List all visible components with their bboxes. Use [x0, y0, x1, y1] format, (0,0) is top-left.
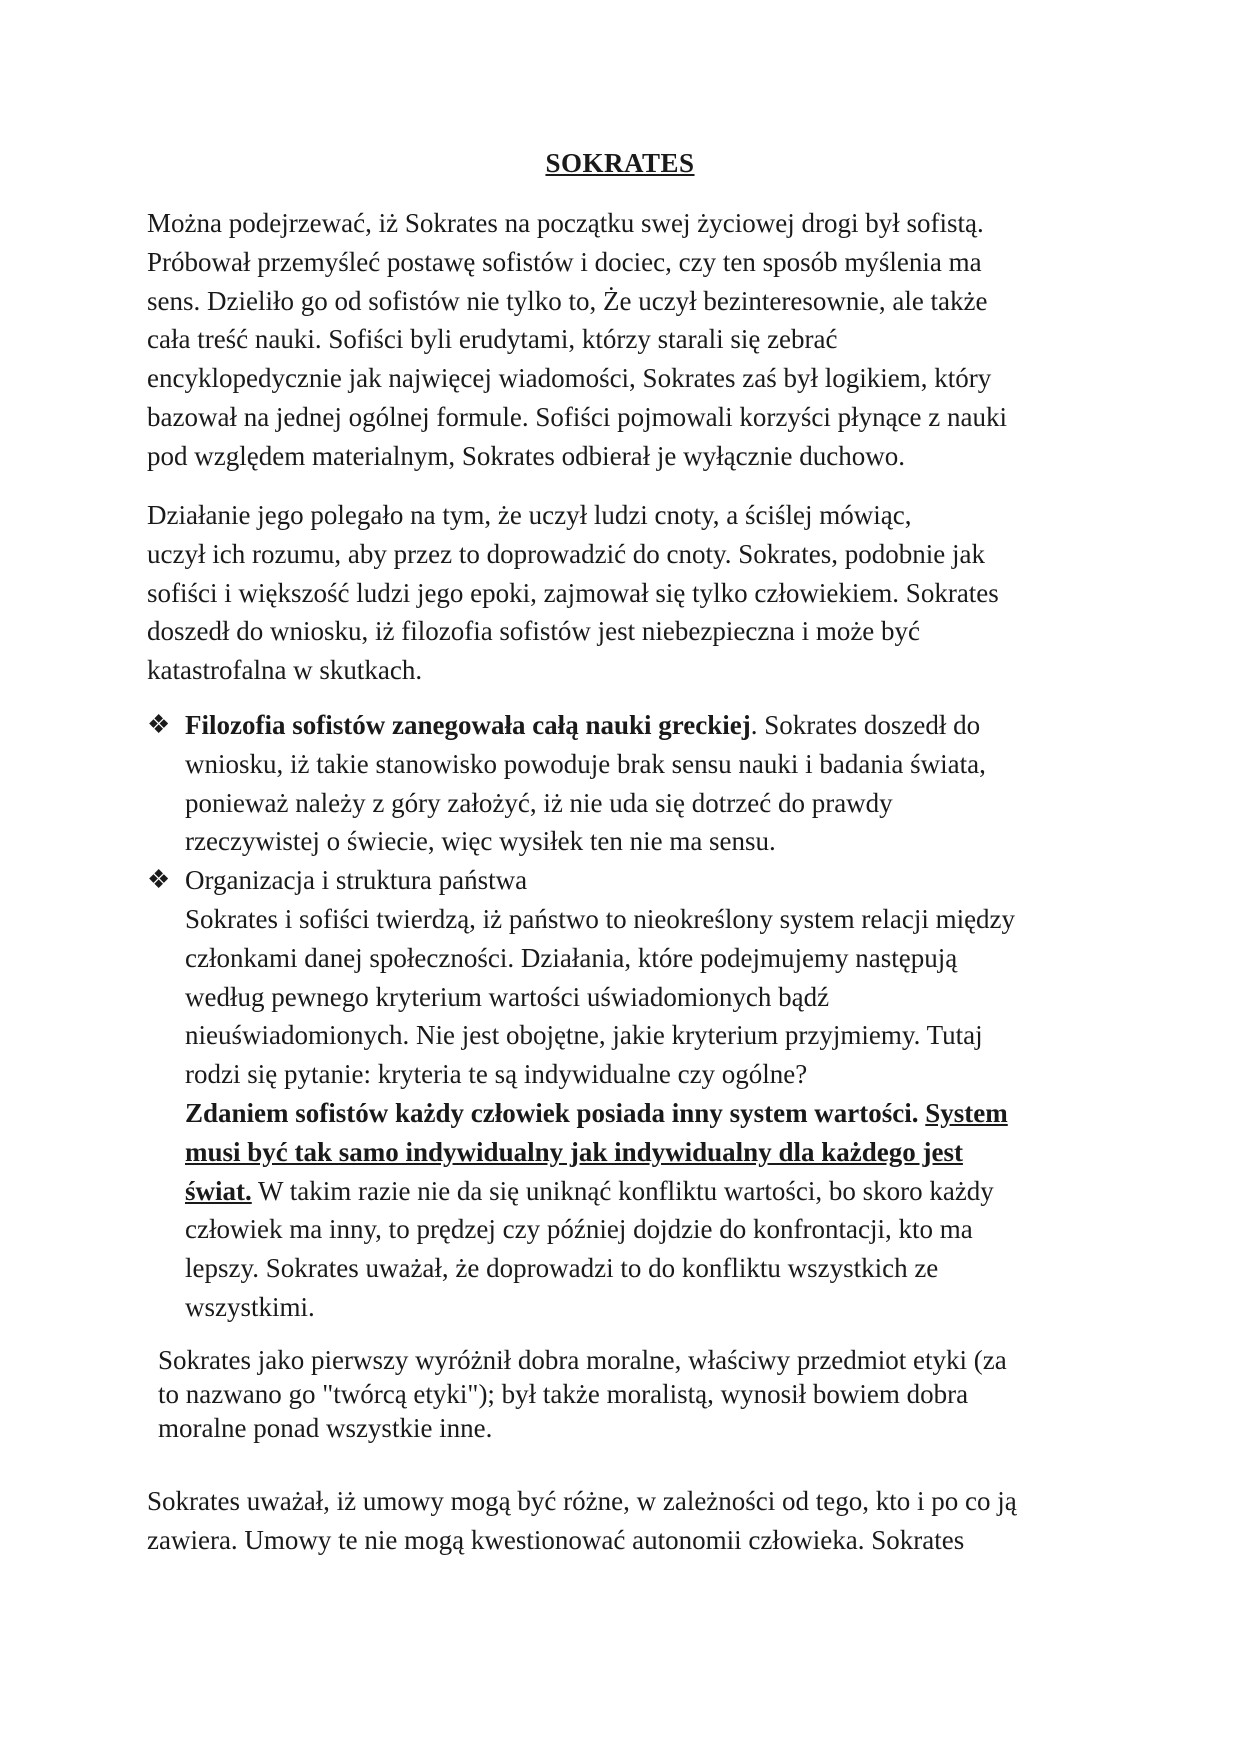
- text-line: katastrofalna w skutkach.: [147, 655, 423, 686]
- bold-underlined-line: musi być tak samo indywidualny jak indywidualny dla każdego jest: [185, 1136, 963, 1167]
- text-line: rodzi się pytanie: kryteria te są indywidualne czy ogólne?: [185, 1059, 808, 1090]
- bold-lead: Filozofia sofistów zanegowała całą nauki greckiej: [185, 710, 751, 740]
- text-line: Sokrates jako pierwszy wyróżnił dobra moralne, właściwy przedmiot etyki (za: [158, 1345, 1007, 1375]
- text-line: Próbował przemyśleć postawę sofistów i dociec, czy ten sposób myślenia ma: [147, 246, 982, 277]
- text-line: Można podejrzewać, iż Sokrates na początku swej życiowej drogi był sofistą.: [147, 208, 984, 238]
- text-line: [185, 1094, 1097, 1133]
- bullet-heading: Organizacja i struktura państwa: [185, 865, 528, 896]
- text-line: członkami danej społeczności. Działania, które podejmujemy następują: [185, 942, 958, 973]
- text-line: [185, 1172, 1097, 1211]
- diamond-bullet-icon: ❖: [147, 865, 171, 895]
- text-line: pod względem materialnym, Sokrates odbierał je wyłącznie duchowo.: [147, 440, 906, 471]
- text-line: według pewnego kryterium wartości uświadomionych bądź: [185, 981, 830, 1012]
- bullet-list: [147, 706, 1097, 1327]
- text-line: wszystkimi.: [185, 1291, 315, 1322]
- text-line: wniosku, iż takie stanowisko powoduje brak sensu nauki i badania świata,: [185, 748, 986, 779]
- text-line: sofiści i większość ludzi jego epoki, zajmował się tylko człowiekiem. Sokrates: [147, 577, 999, 608]
- text-line: ponieważ należy z góry założyć, iż nie uda się dotrzeć do prawdy: [185, 787, 893, 818]
- bullet-item-state: [147, 861, 1097, 1327]
- text-line: Działanie jego polegało na tym, że uczył ludzi cnoty, a ściślej mówiąc,: [147, 500, 912, 530]
- page-title: SOKRATES: [545, 148, 695, 178]
- text-line: człowiek ma inny, to prędzej czy później dojdzie do konfrontacji, kto ma: [185, 1214, 973, 1245]
- paragraph-activity: [147, 496, 1087, 690]
- text-line: cała treść nauki. Sofiści byli erudytami, którzy starali się zebrać: [147, 324, 838, 355]
- text-line: Sokrates uważał, iż umowy mogą być różne, w zależności od tego, kto i po co ją: [147, 1486, 1017, 1516]
- bold-underlined-text: System: [925, 1097, 1008, 1128]
- bullet-text: [185, 706, 1097, 861]
- bold-statement: Zdaniem sofistów każdy człowiek posiada inny system wartości.: [185, 1097, 919, 1128]
- text-line: zawiera. Umowy te nie mogą kwestionować autonomii człowieka. Sokrates: [147, 1524, 965, 1555]
- lead-rest: . Sokrates doszedł do: [750, 710, 981, 740]
- text-line: moralne ponad wszystkie inne.: [158, 1413, 493, 1443]
- paragraph-ethics: [158, 1343, 1086, 1445]
- text-line: doszedł do wniosku, iż filozofia sofistów jest niebezpieczna i może być: [147, 616, 921, 647]
- text-line: bazował na jednej ogólnej formule. Sofiści pojmowali korzyści płynące z nauki: [147, 401, 1007, 432]
- diamond-bullet-icon: ❖: [147, 710, 171, 739]
- text-line: encyklopedycznie jak najwięcej wiadomości, Sokrates zaś był logikiem, który: [147, 363, 992, 394]
- text-line: Sokrates i sofiści twierdzą, iż państwo to nieokreślony system relacji między: [185, 903, 1016, 934]
- paragraph-intro: [147, 204, 1087, 476]
- paragraph-agreements: [147, 1482, 1097, 1560]
- text-line: lepszy. Sokrates uważał, że doprowadzi to do konfliktu wszystkich ze: [185, 1253, 939, 1284]
- bold-underlined-text: świat.: [185, 1175, 252, 1206]
- text-line: rzeczywistej o świecie, więc wysiłek ten nie ma sensu.: [185, 826, 776, 857]
- text-line: uczył ich rozumu, aby przez to doprowadzić do cnoty. Sokrates, podobnie jak: [147, 538, 985, 569]
- bullet-text: [185, 861, 1097, 1327]
- text-line: sens. Dzieliło go od sofistów nie tylko to, Że uczył bezinteresownie, ale także: [147, 285, 988, 316]
- bullet-item-philosophy: [147, 706, 1097, 861]
- after-underlined: W takim razie nie da się uniknąć konfliktu wartości, bo skoro każdy: [258, 1175, 994, 1206]
- text-line: nieuświadomionych. Nie jest obojętne, jakie kryterium przyjmiemy. Tutaj: [185, 1020, 983, 1051]
- text-line: [185, 706, 1097, 745]
- text-line: to nazwano go "twórcą etyki"); był także moralistą, wynosił bowiem dobra: [158, 1379, 969, 1409]
